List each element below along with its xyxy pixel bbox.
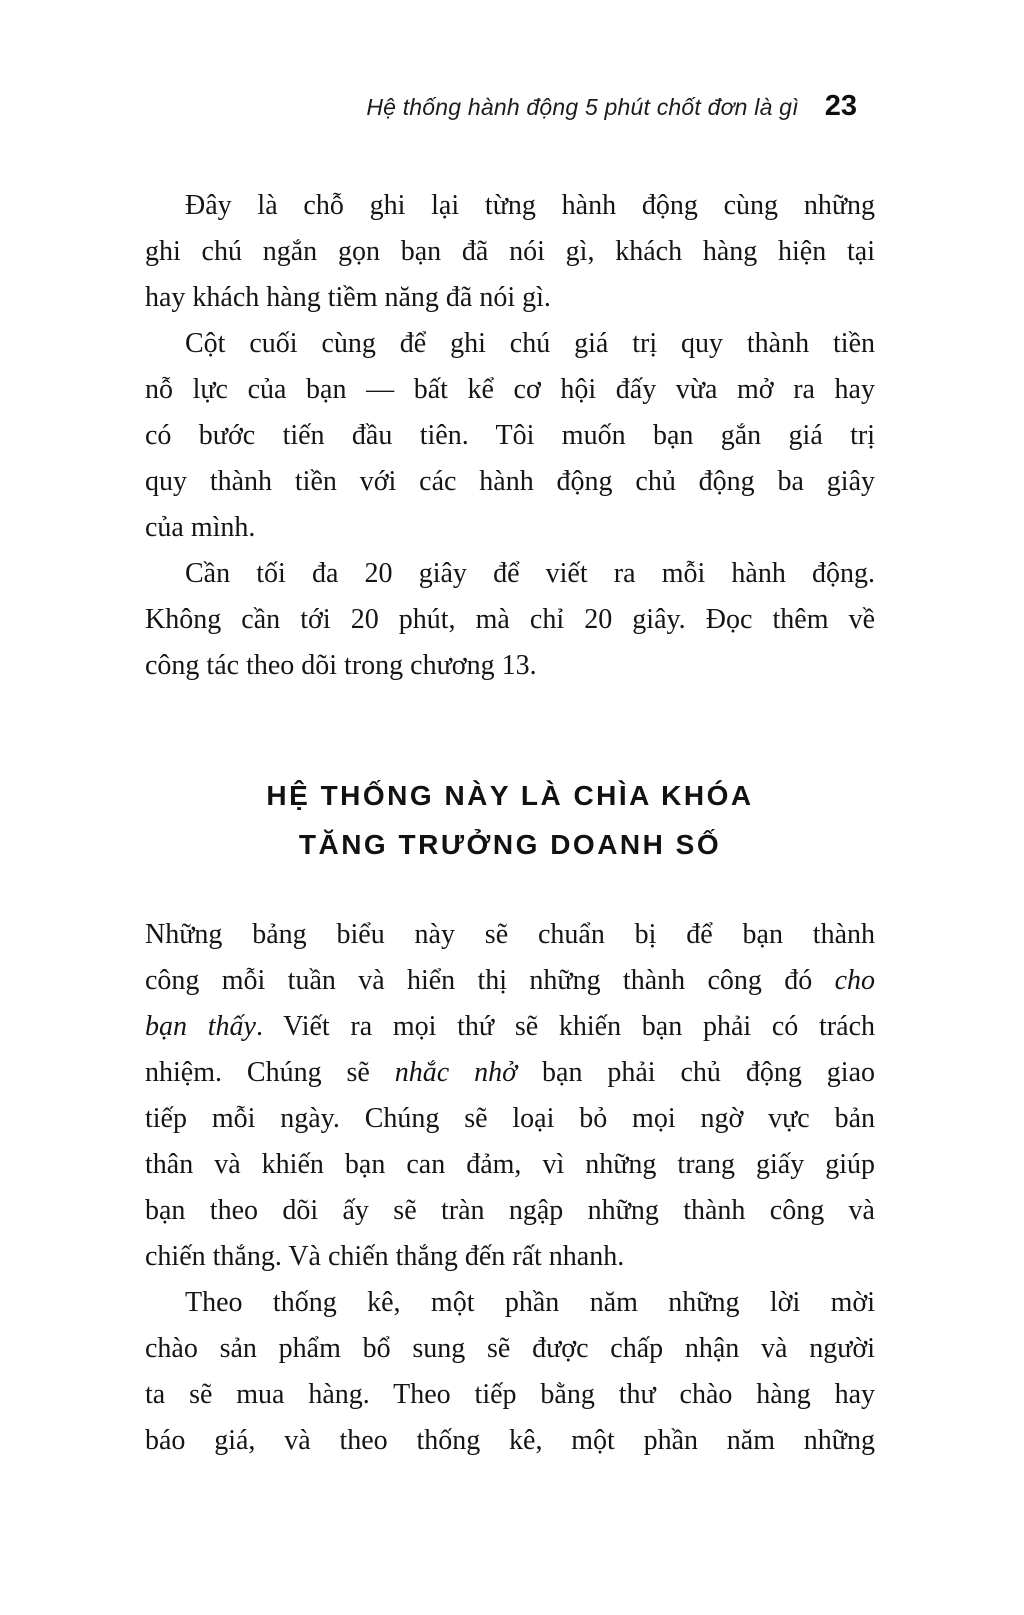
paragraph [145,551,875,689]
text-segment: chào sản phẩm bổ sung sẽ được chấp nhận và người [145,1333,875,1364]
body-text-block-1 [145,183,875,689]
text-segment: có bước tiến đầu tiên. Tôi muốn bạn gắn giá trị [145,420,875,451]
text-segment: nỗ lực của bạn — bất kể cơ hội đấy vừa mở ra hay [145,374,875,405]
text-line [145,1050,875,1096]
text-segment: bạn phải chủ động giao [517,1057,875,1088]
paragraph [145,1280,875,1464]
running-header [145,90,857,123]
italic-text-segment: cho [834,965,875,996]
text-segment: chiến thắng. Và chiến thắng đến rất nhanh. [145,1241,625,1272]
text-line [145,1004,875,1050]
text-segment: quy thành tiền với các hành động chủ động ba giây [145,466,875,497]
text-segment: bạn theo dõi ấy sẽ tràn ngập những thành công và [145,1195,875,1226]
text-segment: của mình. [145,512,256,543]
text-line [145,1418,875,1464]
chapter-title: Hệ thống hành động 5 phút chốt đơn là gì [366,94,799,120]
text-segment: tiếp mỗi ngày. Chúng sẽ loại bỏ mọi ngờ vực bản [145,1103,875,1134]
italic-text-segment: bạn thấy [145,1011,256,1042]
text-line [145,229,875,275]
text-line [145,1142,875,1188]
page-number: 23 [824,90,857,122]
text-line [145,413,875,459]
text-segment: ghi chú ngắn gọn bạn đã nói gì, khách hàng hiện tại [145,236,875,267]
section-heading-line-2: TĂNG TRƯỞNG DOANH SỐ [298,829,722,860]
text-line [145,958,875,1004]
text-line [145,505,875,551]
text-line [145,912,875,958]
section-heading [145,771,875,869]
paragraph [145,912,875,1280]
text-segment: . Viết ra mọi thứ sẽ khiến bạn phải có trách [255,1011,875,1042]
text-segment: công tác theo dõi trong chương 13. [145,650,537,681]
section-heading-line-1: HỆ THỐNG NÀY LÀ CHÌA KHÓA [266,780,754,811]
text-segment: Những bảng biểu này sẽ chuẩn bị để bạn thành [145,919,875,950]
text-segment: Đây là chỗ ghi lại từng hành động cùng những [185,190,875,221]
text-line [145,1372,875,1418]
italic-text-segment: nhắc nhở [394,1057,518,1088]
text-line [145,459,875,505]
text-segment: Theo thống kê, một phần năm những lời mời [185,1287,875,1318]
text-segment: hay khách hàng tiềm năng đã nói gì. [145,282,551,313]
text-line [145,1234,875,1280]
text-line [145,1326,875,1372]
text-segment: Không cần tới 20 phút, mà chỉ 20 giây. Đọc thêm về [145,604,875,635]
body-text-block-2 [145,912,875,1464]
text-line [145,1188,875,1234]
paragraph [145,321,875,551]
text-line [145,597,875,643]
paragraph [145,183,875,321]
text-line [145,275,875,321]
text-segment: ta sẽ mua hàng. Theo tiếp bằng thư chào hàng hay [145,1379,875,1410]
text-line [145,551,875,597]
text-segment: công mỗi tuần và hiển thị những thành công đó [145,965,835,996]
text-line [145,367,875,413]
text-segment: báo giá, và theo thống kê, một phần năm những [145,1425,875,1456]
text-line [145,643,875,689]
text-line [145,1096,875,1142]
text-line [145,1280,875,1326]
text-segment: Cột cuối cùng để ghi chú giá trị quy thành tiền [185,328,875,359]
text-segment: thân và khiến bạn can đảm, vì những trang giấy giúp [145,1149,875,1180]
text-segment: nhiệm. Chúng sẽ [145,1057,395,1088]
text-line [145,183,875,229]
text-segment: Cần tối đa 20 giây để viết ra mỗi hành động. [185,558,875,589]
text-line [145,321,875,367]
